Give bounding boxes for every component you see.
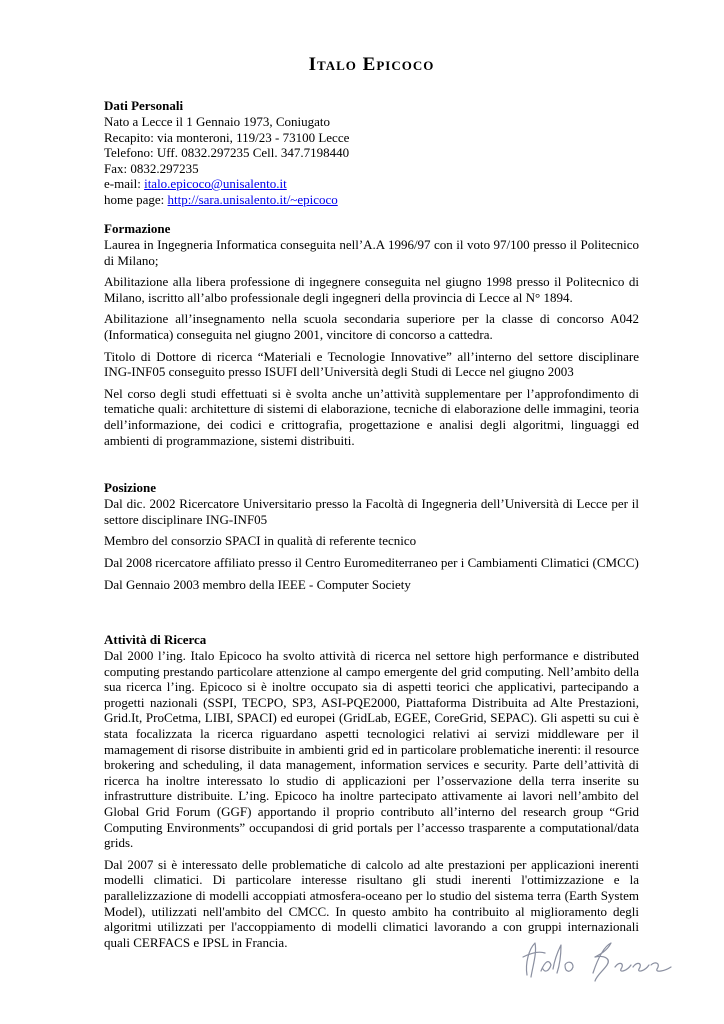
personal-heading: Dati Personali: [104, 98, 184, 113]
phone-line: Telefono: Uff. 0832.297235 Cell. 347.7198440: [104, 145, 350, 160]
email-label: e-mail:: [104, 176, 145, 191]
birth-line: Nato a Lecce il 1 Gennaio 1973, Coniugato: [104, 114, 330, 129]
address-line: Recapito: via monteroni, 119/23 - 73100 Lecce: [104, 129, 350, 145]
fax-line: Fax: 0832.297235: [104, 160, 199, 176]
formazione-heading: Formazione: [104, 221, 171, 236]
posizione-paragraph: Dal Gennaio 2003 membro della IEEE - Computer Society: [104, 576, 411, 592]
formazione-paragraph: Titolo di Dottore di ricerca “Materiali e Tecnologie Innovative” all’interno del settore disciplinare ING-INF05 conseguito presso ISUFI dell’Università degli Studi di Lecce nel giugno 2003: [104, 348, 639, 380]
ricerca-paragraph: Dal 2007 si è interessato delle problematiche di calcolo ad alte prestazioni per applicazioni inerenti modelli climatici. Di particolare interesse risultano gli studi inerenti l'ottimizzazione e la parallelizzazione di modelli accoppiati atmosfera-oceano per lo studio del sistema terra (Earth System Model), utilizzati nell'ambito del CMCC. In questo ambito ha contribuito al miglioramento degli algoritmi utilizzati per l'accoppiamento di modelli climatici lavorando a con gruppi internazionali quali CERFACS e IPSL in Francia.: [104, 856, 639, 950]
posizione-paragraph: Dal dic. 2002 Ricercatore Universitario presso la Facoltà di Ingegneria dell’Università di Lecce per il settore disciplinare ING-INF05: [104, 496, 639, 527]
email-link[interactable]: italo.epicoco@unisalento.it: [144, 176, 287, 191]
handwritten-signature-icon: [515, 935, 675, 985]
page-title: Italo Epicoco: [308, 54, 435, 75]
formazione-paragraph: Abilitazione alla libera professione di ingegnere conseguita nel giugno 1998 presso il Politecnico di Milano, iscritto all’albo professionale degli ingegneri della provincia di Lecce al N° 1894.: [104, 274, 639, 305]
ricerca-heading: Attività di Ricerca: [104, 632, 207, 648]
ricerca-section: [104, 632, 639, 950]
email-line: [104, 176, 639, 192]
personal-section: [104, 98, 639, 207]
homepage-line: [104, 192, 639, 208]
formazione-paragraph: Laurea in Ingegneria Informatica conseguita nell’A.A 1996/97 con il voto 97/100 presso il Politecnico di Milano;: [104, 237, 639, 268]
formazione-paragraph: Nel corso degli studi effettuati si è svolta anche un’attività supplementare per l’approfondimento di tematiche quali: architetture di sistemi di elaborazione, tecniche di elaborazione delle immagini, teoria dell’informazione, dei codici e crittografia, progettazione e analisi degli algoritmi, linguaggi ed ambienti di programmazione, sistemi distribuiti.: [104, 385, 639, 448]
posizione-section: [104, 480, 639, 592]
cv-page: [104, 54, 639, 956]
homepage-label: home page:: [104, 191, 168, 207]
formazione-paragraph: Abilitazione all’insegnamento nella scuola secondaria superiore per la classe di concorso A042 (Informatica) conseguita nel giugno 2001, vincitore di concorso a cattedra.: [104, 311, 639, 342]
homepage-link[interactable]: http://sara.unisalento.it/~epicoco: [167, 191, 338, 207]
posizione-paragraph: Dal 2008 ricercatore affiliato presso il Centro Euromediterraneo per i Cambiamenti Climatici (CMCC): [104, 554, 639, 570]
formazione-section: [104, 221, 639, 448]
posizione-heading: Posizione: [104, 480, 156, 496]
ricerca-paragraph: Dal 2000 l’ing. Italo Epicoco ha svolto attività di ricerca nel settore high performance e distributed computing prestando particolare attenzione al campo emergente del grid computing. Nell’ambito della sua ricerca l’ing. Epicoco si è inoltre occupato sia di aspetti teorici che applicativi, partecipando a progetti nazionali (SSPI, TECPO, SP3, ASI-PQE2000, Piattaforma Distribuita ad Alte Prestazioni, Grid.It, ProCetma, LIBI, SPACI) ed europei (GridLab, EGEE, CoreGrid, SEPAC). Gli aspetti su cui è stata focalizzata la ricerca riguardano aspetti tecnologici relativi ai servizi middleware per il mamagement di risorse distribuite in ambienti grid ed in particolare problematiche inerenti: il resource brokering and scheduling, il data management, information services e security. Parte dell’attività di ricerca ha inoltre interessato lo studio di applicazioni per l’osservazione della terra inserite su infrastrutture distribuite. L’ing. Epicoco ha inoltre partecipato attivamente ai lavori nell’ambito del Global Grid Forum (GGF) apportando il proprio contributo all’interno del research group “Grid Computing Environments” occupandosi di grid portals per l’accesso trasparente a computational/data grids.: [104, 648, 639, 851]
posizione-paragraph: Membro del consorzio SPACI in qualità di referente tecnico: [104, 533, 417, 549]
